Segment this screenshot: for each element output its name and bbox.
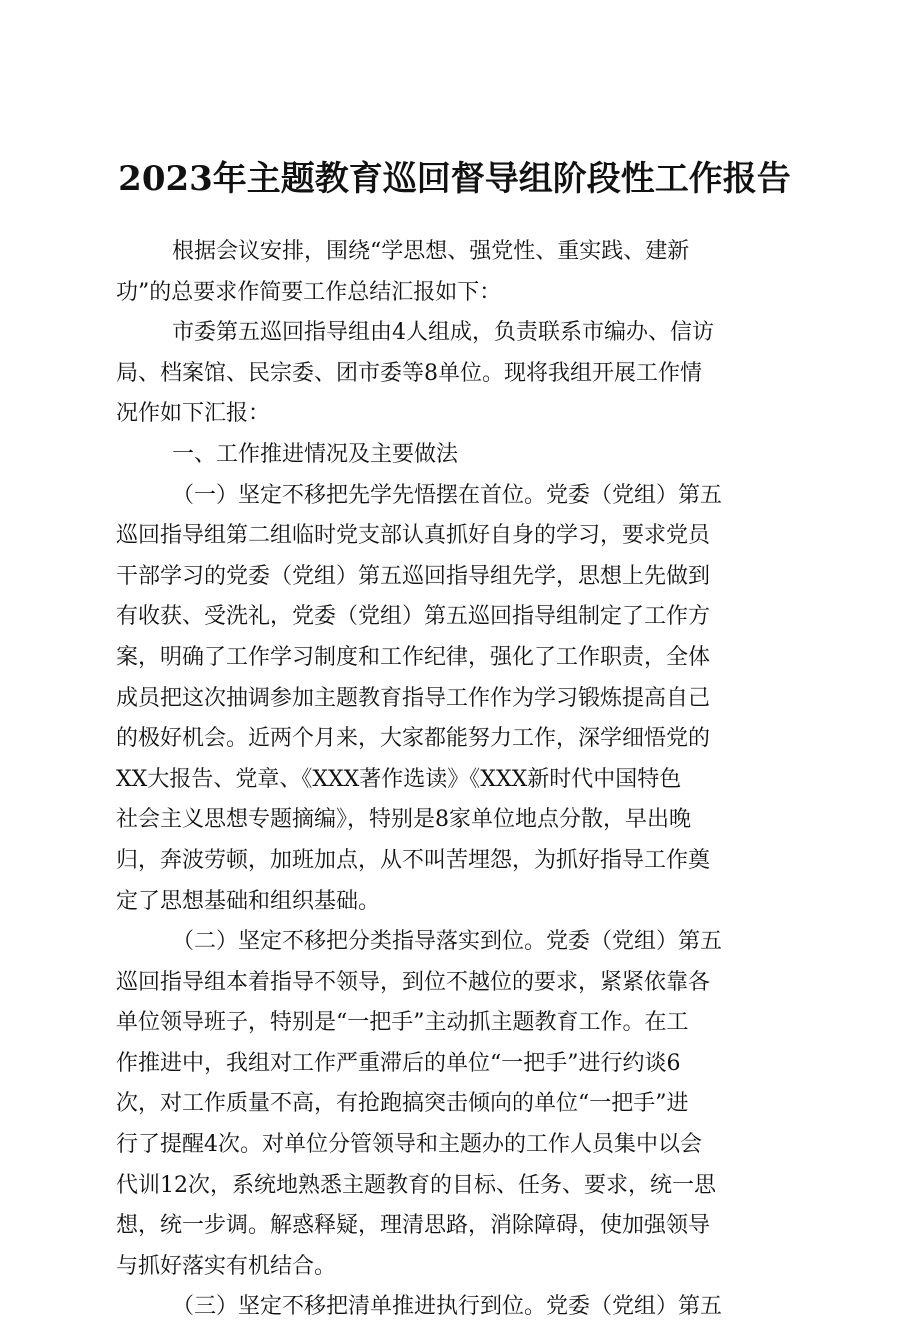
document-body [116, 232, 794, 1328]
paragraph-line: 归，奔波劳顿，加班加点，从不叫苦埋怨，为抓好指导工作奠 [116, 847, 711, 873]
paragraph-line: 市委第五巡回指导组由4人组成，负责联系市编办、信访 [172, 320, 714, 346]
paragraph-line: 根据会议安排，围绕“学思想、强党性、重实践、建新 [172, 239, 690, 264]
paragraph-line: （一）坚定不移把先学先悟摆在首位。党委（党组）第五 [172, 482, 723, 508]
paragraph-line: 单位领导班子，特别是“一把手”主动抓主题教育工作。在工 [116, 1010, 689, 1036]
paragraph-line: 功”的总要求作简要工作总结汇报如下： [116, 279, 502, 305]
paragraph-line: 巡回指导组第二组临时党支部认真抓好自身的学习，要求党员 [116, 523, 711, 549]
section-heading: 一、工作推进情况及主要做法 [172, 441, 459, 467]
paragraph-line: 次，对工作质量不高，有抢跑搞突击倾向的单位“一把手”进 [116, 1091, 689, 1117]
paragraph-line: 干部学习的党委（党组）第五巡回指导组先学，思想上先做到 [116, 563, 711, 589]
paragraph-line: 与抓好落实有机结合。 [116, 1253, 337, 1279]
paragraph-line: 作推进中，我组对工作严重滞后的单位“一把手”进行约谈6 [116, 1050, 681, 1076]
paragraph-line: 定了思想基础和组织基础。 [116, 888, 381, 914]
document-title: 2023年主题教育巡回督导组阶段性工作报告 [118, 159, 791, 199]
paragraph-line: 想，统一步调。解惑释疑，理清思路，消除障碍，使加强领导 [116, 1213, 711, 1239]
paragraph-line: 社会主义思想专题摘编》，特别是8家单位地点分散，早出晚 [116, 807, 691, 833]
paragraph-line: （二）坚定不移把分类指导落实到位。党委（党组）第五 [172, 929, 723, 955]
paragraph-line: 行了提醒4次。对单位分管领导和主题办的工作人员集中以会 [116, 1132, 702, 1158]
paragraph-line: 案，明确了工作学习制度和工作纪律，强化了工作职责，全体 [116, 644, 711, 670]
paragraph-line: 的极好机会。近两个月来，大家都能努力工作，深学细悟党的 [116, 726, 711, 752]
paragraph-line: 况作如下汇报： [116, 401, 271, 427]
paragraph-line: 有收获、受洗礼，党委（党组）第五巡回指导组制定了工作方 [116, 604, 711, 630]
paragraph-line: （三）坚定不移把清单推进执行到位。党委（党组）第五 [172, 1294, 723, 1320]
paragraph-line: 成员把这次抽调参加主题教育指导工作作为学习锻炼提高自己 [116, 685, 711, 711]
paragraph-line: 巡回指导组本着指导不领导，到位不越位的要求，紧紧依靠各 [116, 969, 711, 995]
paragraph-line: 代训12次，系统地熟悉主题教育的目标、任务、要求，统一思 [116, 1172, 716, 1198]
paragraph-line: 局、档案馆、民宗委、团市委等8单位。现将我组开展工作情 [116, 360, 702, 386]
paragraph-line: XX大报告、党章、《XXX著作选读》《XXX新时代中国特色 [116, 766, 682, 792]
